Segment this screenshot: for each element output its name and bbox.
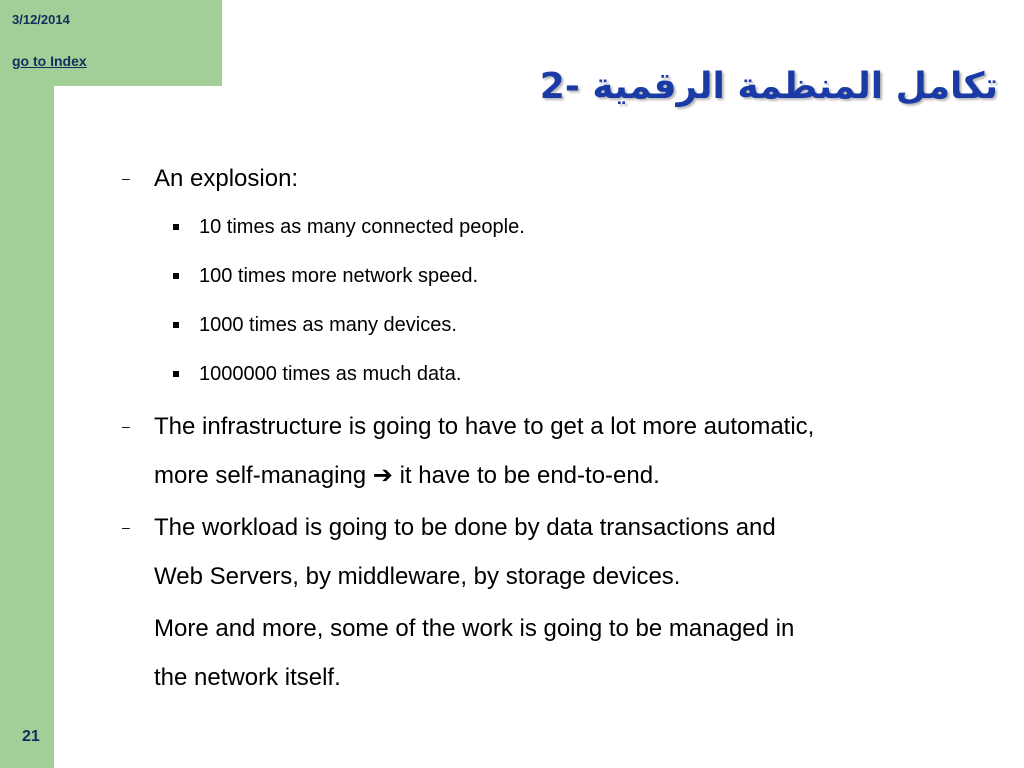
sub-item-speed [199, 252, 954, 301]
dash-marker: – [122, 519, 130, 535]
item-text: An explosion: [154, 165, 299, 192]
paragraph-line-2: the network itself. [154, 664, 341, 691]
item-line-2 [154, 451, 954, 500]
square-bullet-icon [173, 273, 179, 279]
item-line-2: Web Servers, by middleware, by storage devices. [154, 563, 681, 590]
sub-item-text: 1000 times as many devices. [199, 314, 457, 336]
slide-date: 3/12/2014 [12, 12, 70, 27]
sub-item-text: 100 times more network speed. [199, 265, 479, 287]
sub-item-text: 1000000 times as much data. [199, 363, 462, 385]
sub-item-data [199, 350, 954, 399]
left-frame-band [0, 0, 54, 768]
slide-title: تكامل المنظمة الرقمية -2 [539, 66, 998, 107]
bullet-item-infrastructure [122, 402, 954, 500]
bullet-item-workload [122, 503, 954, 601]
go-to-index-link[interactable]: go to Index [12, 53, 87, 69]
dash-marker: – [122, 170, 130, 186]
item-line-2-start: more self-managing [154, 462, 367, 489]
square-bullet-icon [173, 224, 179, 230]
item-line-1: The infrastructure is going to have to get a lot more automatic, [154, 413, 815, 440]
continuation-paragraph [154, 604, 954, 702]
sub-item-text: 10 times as many connected people. [199, 216, 525, 238]
item-line-2-end: it have to be end-to-end. [399, 462, 660, 489]
page-number: 21 [22, 728, 40, 745]
sub-item-devices [199, 301, 954, 350]
right-arrow-icon: ➔ [372, 461, 393, 489]
paragraph-line-1: More and more, some of the work is going to be managed in [154, 615, 795, 642]
dash-marker: – [122, 418, 130, 434]
item-line-1: The workload is going to be done by data transactions and [154, 514, 776, 541]
sub-item-people [199, 203, 954, 252]
bullet-item-explosion [122, 154, 954, 203]
square-bullet-icon [173, 371, 179, 377]
slide-content [122, 154, 954, 702]
square-bullet-icon [173, 322, 179, 328]
